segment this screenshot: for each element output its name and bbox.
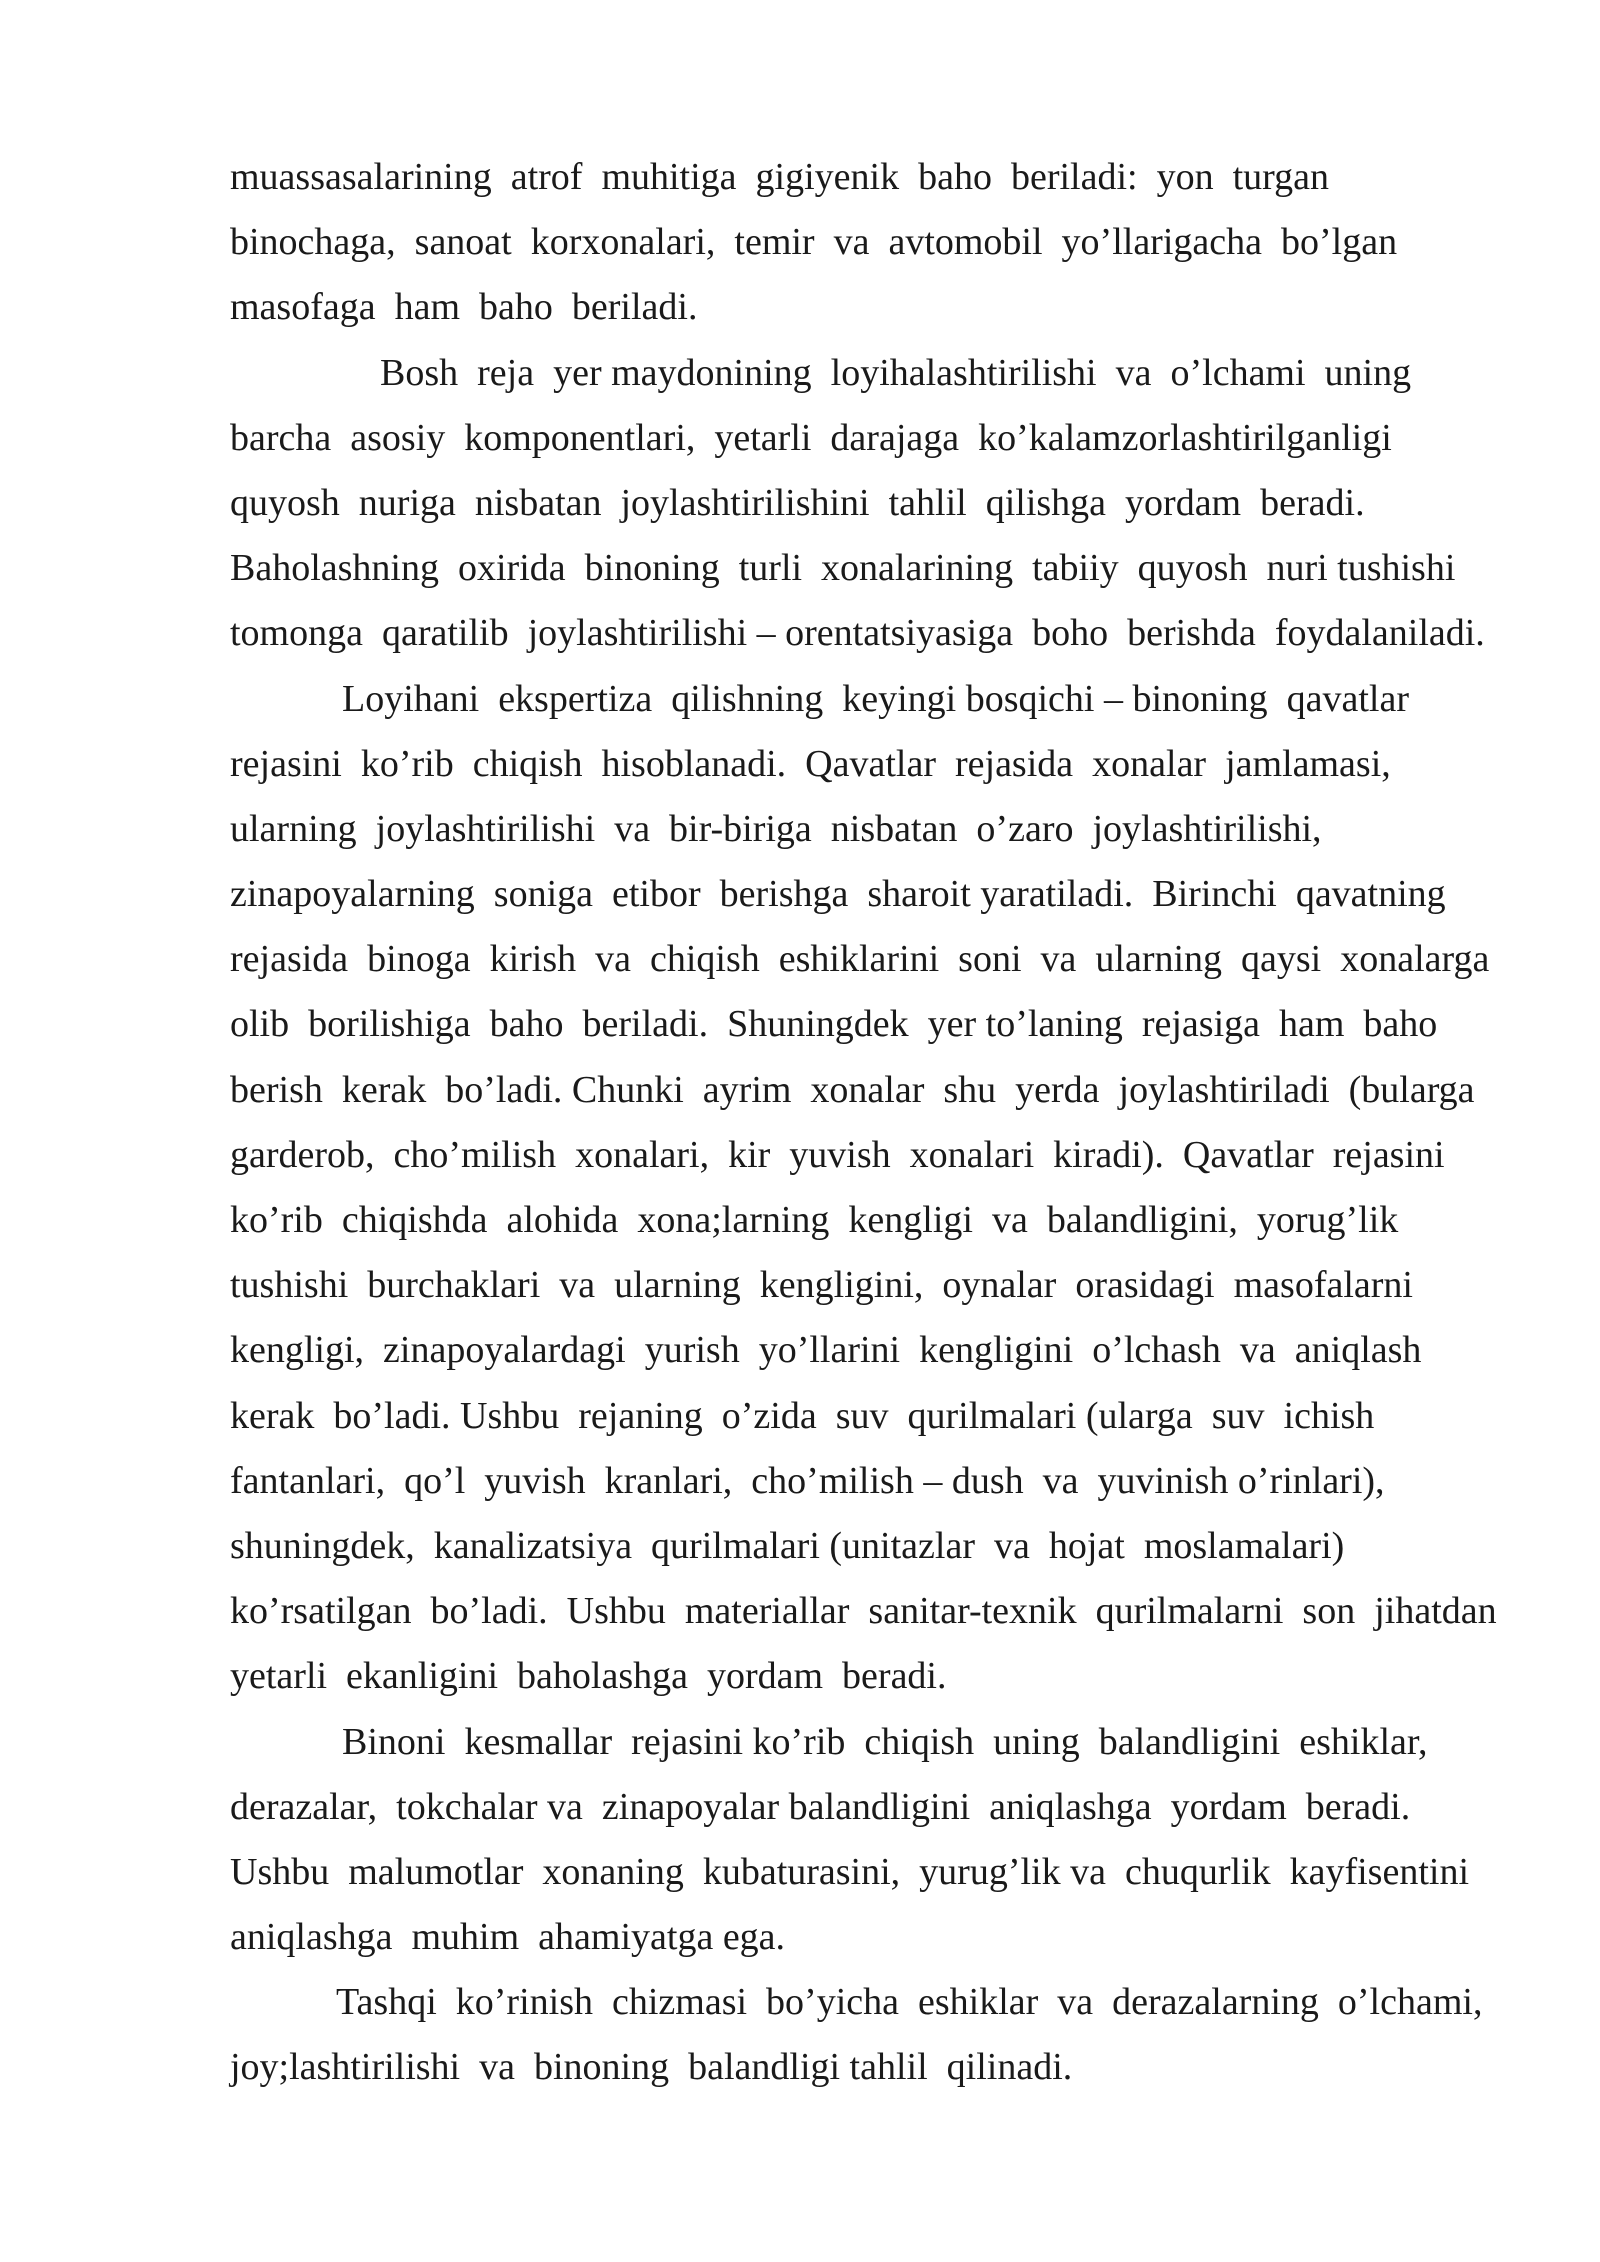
text-line: derazalar, tokchalar va zinapoyalar balandligini aniqlashga yordam beradi. [230, 1785, 1411, 1828]
paragraph-first-line: Bosh reja yer maydonining loyihalashtirilishi va o’lchami uning [380, 351, 1412, 394]
text-line: olib borilishiga baho beriladi. Shuningdek yer to’laning rejasiga ham baho [230, 1003, 1438, 1046]
paragraph-first-line: Binoni kesmallar rejasini ko’rib chiqish uning balandligini eshiklar, [342, 1720, 1428, 1763]
text-line: shuningdek, kanalizatsiya qurilmalari (unitazlar va hojat moslamalari) [230, 1524, 1345, 1567]
text-line: rejasini ko’rib chiqish hisoblanadi. Qavatlar rejasida xonalar jamlamasi, [230, 742, 1391, 785]
text-line: joy;lashtirilishi va binoning balandligi tahlil qilinadi. [230, 2046, 1073, 2089]
text-line: fantanlari, qo’l yuvish kranlari, cho’milish – dush va yuvinish o’rinlari), [230, 1459, 1385, 1502]
text-line: kengligi, zinapoyalardagi yurish yo’llarini kengligini o’lchash va aniqlash [230, 1329, 1422, 1372]
text-line: Baholashning oxirida binoning turli xonalarining tabiiy quyosh nuri tushishi [230, 547, 1456, 590]
text-line: aniqlashga muhim ahamiyatga ega. [230, 1916, 786, 1959]
text-line: ko’rsatilgan bo’ladi. Ushbu materiallar sanitar-texnik qurilmalarni son jihatdan [230, 1590, 1497, 1633]
text-line: barcha asosiy komponentlari, yetarli darajaga ko’kalamzorlashtirilganligi [230, 416, 1392, 459]
text-line: garderob, cho’milish xonalari, kir yuvish xonalari kiradi). Qavatlar rejasini [230, 1133, 1445, 1176]
text-line: yetarli ekanligini baholashga yordam beradi. [230, 1655, 947, 1698]
text-line: Ushbu malumotlar xonaning kubaturasini, yurug’lik va chuqurlik kayfisentini [230, 1850, 1470, 1893]
document-page [230, 145, 1530, 2101]
text-line: rejasida binoga kirish va chiqish eshiklarini soni va ularning qaysi xonalarga [230, 938, 1490, 981]
text-line: quyosh nuriga nisbatan joylashtirilishini tahlil qilishga yordam beradi. [230, 481, 1365, 524]
text-line: ko’rib chiqishda alohida xona;larning kengligi va balandligini, yorug’lik [230, 1199, 1399, 1241]
text-line: zinapoyalarning soniga etibor berishga sharoit yaratiladi. Birinchi qavatning [230, 873, 1446, 916]
paragraph-first-line: Tashqi ko’rinish chizmasi bo’yicha eshiklar va derazalarning o’lchami, [336, 1981, 1483, 2024]
paragraph-first-line: Loyihani ekspertiza qilishning keyingi bosqichi – binoning qavatlar [342, 677, 1409, 720]
text-line: masofaga ham baho beriladi. [230, 286, 698, 329]
text-line: tushishi burchaklari va ularning kengligini, oynalar orasidagi masofalarni [230, 1264, 1413, 1307]
text-line: kerak bo’ladi. Ushbu rejaning o’zida suv qurilmalari (ularga suv ichish [230, 1394, 1375, 1437]
text-line: ularning joylashtirilishi va bir-biriga nisbatan o’zaro joylashtirilishi, [230, 807, 1322, 850]
text-line: binochaga, sanoat korxonalari, temir va avtomobil yo’llarigacha bo’lgan [230, 221, 1398, 264]
text-line: muassasalarining atrof muhitiga gigiyenik baho beriladi: yon turgan [230, 156, 1329, 198]
text-line: berish kerak bo’ladi. Chunki ayrim xonalar shu yerda joylashtiriladi (bularga [230, 1068, 1475, 1111]
text-line: tomonga qaratilib joylashtirilishi – orentatsiyasiga boho berishda foydalaniladi. [230, 612, 1485, 655]
